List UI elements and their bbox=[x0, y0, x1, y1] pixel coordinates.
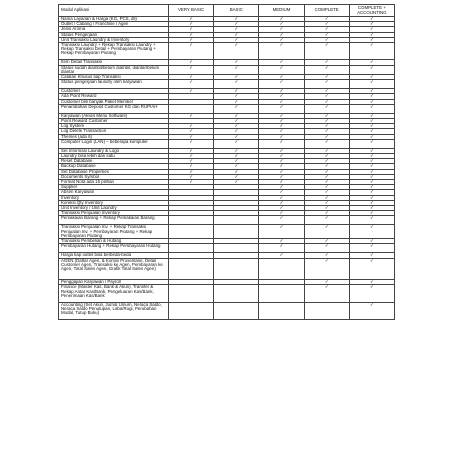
check-cell bbox=[214, 302, 259, 319]
checkmark-icon: ✓ bbox=[189, 153, 193, 159]
check-cell bbox=[169, 285, 214, 302]
checkmark-icon: ✓ bbox=[324, 16, 329, 21]
module-label: Status Pengerjaan bbox=[59, 32, 169, 37]
checkmark-icon: ✓ bbox=[324, 123, 329, 129]
checkmark-icon: ✓ bbox=[189, 88, 193, 94]
checkmark-icon: ✓ bbox=[370, 200, 374, 205]
module-label: Customer beli banyak Paket Member bbox=[59, 99, 169, 104]
checkmark-icon: ✓ bbox=[370, 302, 374, 307]
table-row bbox=[59, 225, 395, 239]
check-cell bbox=[169, 225, 214, 239]
checkmark-icon: ✓ bbox=[370, 153, 374, 159]
check-cell bbox=[259, 80, 304, 89]
checkmark-icon: ✓ bbox=[370, 205, 374, 211]
table-body bbox=[59, 17, 395, 320]
checkmark-icon: ✓ bbox=[234, 174, 239, 179]
checkmark-icon: ✓ bbox=[189, 148, 193, 153]
header-modul-aplikasi: Modul Aplikasi bbox=[59, 5, 169, 17]
check-cell bbox=[304, 216, 349, 225]
checkmark-icon: ✓ bbox=[370, 79, 374, 85]
checkmark-icon: ✓ bbox=[370, 139, 374, 144]
checkmark-icon: ✓ bbox=[189, 26, 193, 32]
checkmark-icon: ✓ bbox=[189, 134, 193, 139]
checkmark-icon: ✓ bbox=[234, 65, 239, 70]
checkmark-icon: ✓ bbox=[324, 174, 329, 179]
check-cell bbox=[169, 258, 214, 280]
module-label: Ada Point Reward bbox=[59, 94, 169, 99]
check-cell bbox=[214, 65, 259, 74]
checkmark-icon: ✓ bbox=[324, 205, 329, 211]
checkmark-icon: ✓ bbox=[324, 169, 329, 174]
checkmark-icon: ✓ bbox=[279, 148, 284, 153]
checkmark-icon: ✓ bbox=[189, 79, 193, 85]
checkmark-icon: ✓ bbox=[370, 189, 374, 195]
checkmark-icon: ✓ bbox=[279, 243, 284, 249]
checkmark-icon: ✓ bbox=[189, 163, 193, 169]
check-cell bbox=[259, 302, 304, 319]
checkmark-icon: ✓ bbox=[279, 153, 284, 159]
check-cell bbox=[259, 139, 304, 148]
checkmark-icon: ✓ bbox=[324, 99, 329, 104]
module-label: Pemakaian Barang + Rekap Pemakaian Barang bbox=[59, 216, 169, 225]
checkmark-icon: ✓ bbox=[279, 59, 284, 65]
checkmark-icon: ✓ bbox=[279, 123, 284, 129]
module-label: Computer Login (LAN) – beberapa komputer bbox=[59, 139, 169, 148]
checkmark-icon: ✓ bbox=[279, 224, 284, 230]
check-cell bbox=[304, 65, 349, 74]
checkmark-icon: ✓ bbox=[279, 139, 284, 144]
checkmark-icon: ✓ bbox=[234, 118, 239, 124]
checkmark-icon: ✓ bbox=[279, 32, 284, 37]
check-cell bbox=[259, 65, 304, 74]
header-basic: BASIC bbox=[214, 5, 259, 17]
checkmark-icon: ✓ bbox=[234, 16, 239, 21]
checkmark-icon: ✓ bbox=[234, 88, 239, 94]
checkmark-icon: ✓ bbox=[324, 93, 329, 99]
module-label: Accounting (Set Akun, Jurnal Umum, Neraca Saldo, Neraca Saldo Penutupan, Laba/Rugi, Perubahan Modal, Tutup Buku) bbox=[59, 302, 169, 319]
check-cell bbox=[169, 43, 214, 60]
module-label: Customer bbox=[59, 89, 169, 94]
module-label: Log System bbox=[59, 124, 169, 129]
checkmark-icon: ✓ bbox=[234, 163, 239, 169]
table-row bbox=[59, 244, 395, 253]
checkmark-icon: ✓ bbox=[370, 32, 374, 37]
checkmark-icon: ✓ bbox=[324, 88, 329, 94]
check-cell bbox=[349, 43, 394, 60]
checkmark-icon: ✓ bbox=[279, 174, 284, 179]
checkmark-icon: ✓ bbox=[279, 99, 284, 104]
check-cell bbox=[349, 139, 394, 148]
checkmark-icon: ✓ bbox=[370, 16, 374, 21]
header-complete: COMPLETE bbox=[304, 5, 349, 17]
checkmark-icon: ✓ bbox=[234, 153, 239, 159]
checkmark-icon: ✓ bbox=[370, 163, 374, 169]
module-label: Set Informasi Laundry & Logo bbox=[59, 148, 169, 153]
module-label: Inventory bbox=[59, 195, 169, 200]
module-label: Nama Layanan & Harga (KG, PCS, dll) bbox=[59, 17, 169, 22]
checkmark-icon: ✓ bbox=[234, 158, 239, 164]
module-label: Catatan Khusus tiap Transaksi bbox=[59, 75, 169, 80]
checkmark-icon: ✓ bbox=[279, 79, 284, 85]
checkmark-icon: ✓ bbox=[324, 258, 329, 263]
checkmark-icon: ✓ bbox=[189, 158, 193, 164]
feature-comparison-table bbox=[58, 4, 395, 320]
checkmark-icon: ✓ bbox=[234, 169, 239, 174]
checkmark-icon: ✓ bbox=[189, 169, 193, 174]
check-cell bbox=[304, 285, 349, 302]
checkmark-icon: ✓ bbox=[234, 148, 239, 153]
module-label: Pembayaran Hutang + Rekap Pembayaran Hutang bbox=[59, 244, 169, 253]
checkmark-icon: ✓ bbox=[279, 74, 284, 80]
check-cell bbox=[214, 80, 259, 89]
check-cell bbox=[259, 225, 304, 239]
checkmark-icon: ✓ bbox=[234, 123, 239, 129]
checkmark-icon: ✓ bbox=[324, 200, 329, 205]
checkmark-icon: ✓ bbox=[234, 128, 239, 134]
check-cell bbox=[214, 258, 259, 280]
check-cell bbox=[304, 302, 349, 319]
checkmark-icon: ✓ bbox=[370, 59, 374, 65]
checkmark-icon: ✓ bbox=[324, 238, 329, 244]
checkmark-icon: ✓ bbox=[370, 113, 374, 118]
check-cell bbox=[169, 216, 214, 225]
checkmark-icon: ✓ bbox=[370, 104, 374, 109]
table-row bbox=[59, 80, 395, 89]
checkmark-icon: ✓ bbox=[279, 238, 284, 244]
checkmark-icon: ✓ bbox=[279, 205, 284, 211]
table-row bbox=[59, 104, 395, 113]
checkmark-icon: ✓ bbox=[234, 26, 239, 32]
checkmark-icon: ✓ bbox=[279, 215, 284, 221]
table-row bbox=[59, 65, 395, 74]
checkmark-icon: ✓ bbox=[234, 179, 239, 185]
checkmark-icon: ✓ bbox=[324, 128, 329, 134]
checkmark-icon: ✓ bbox=[370, 243, 374, 249]
module-label: Log Delete Transaction bbox=[59, 129, 169, 134]
module-label: Harga tiap outlet bisa berbeda-beda bbox=[59, 253, 169, 258]
check-cell bbox=[304, 43, 349, 60]
checkmark-icon: ✓ bbox=[279, 42, 284, 48]
module-label: Absen Karyawan bbox=[59, 190, 169, 195]
checkmark-icon: ✓ bbox=[324, 139, 329, 144]
header-very-basic: VERY BASIC bbox=[169, 5, 214, 17]
check-cell bbox=[304, 225, 349, 239]
checkmark-icon: ✓ bbox=[279, 113, 284, 118]
checkmark-icon: ✓ bbox=[189, 174, 193, 179]
checkmark-icon: ✓ bbox=[324, 42, 329, 48]
module-label: Supplier bbox=[59, 185, 169, 190]
checkmark-icon: ✓ bbox=[324, 26, 329, 32]
checkmark-icon: ✓ bbox=[189, 32, 193, 37]
checkmark-icon: ✓ bbox=[370, 134, 374, 139]
checkmark-icon: ✓ bbox=[234, 32, 239, 37]
check-cell bbox=[304, 80, 349, 89]
check-cell bbox=[259, 43, 304, 60]
module-label: Outlet / Cabang / Franchise / Agen bbox=[59, 22, 169, 27]
check-cell bbox=[259, 244, 304, 253]
checkmark-icon: ✓ bbox=[324, 215, 329, 221]
checkmark-icon: ✓ bbox=[324, 243, 329, 249]
checkmark-icon: ✓ bbox=[234, 99, 239, 104]
checkmark-icon: ✓ bbox=[370, 158, 374, 164]
checkmark-icon: ✓ bbox=[324, 195, 329, 200]
checkmark-icon: ✓ bbox=[279, 179, 284, 185]
table-row bbox=[59, 302, 395, 319]
check-cell bbox=[169, 302, 214, 319]
checkmark-icon: ✓ bbox=[279, 26, 284, 32]
module-label: Point Reward Customer bbox=[59, 119, 169, 124]
checkmark-icon: ✓ bbox=[189, 123, 193, 129]
checkmark-icon: ✓ bbox=[234, 134, 239, 139]
checkmark-icon: ✓ bbox=[234, 21, 239, 27]
checkmark-icon: ✓ bbox=[324, 252, 329, 258]
module-label: AGEN (Daftar Agen, & Komisi Prosentase, Detail Customer Agen, Transaksi ke Agen, Pembayaran ke Agen, Total Sales Agen, Grafik Total Sales Agen) bbox=[59, 258, 169, 280]
checkmark-icon: ✓ bbox=[324, 284, 329, 290]
checkmark-icon: ✓ bbox=[234, 74, 239, 80]
check-cell bbox=[304, 104, 349, 113]
check-cell bbox=[169, 80, 214, 89]
checkmark-icon: ✓ bbox=[324, 32, 329, 37]
module-label: Set Database Properties bbox=[59, 169, 169, 174]
check-cell bbox=[304, 244, 349, 253]
checkmark-icon: ✓ bbox=[279, 128, 284, 134]
module-label: Unit Inventory / Unit Laundry bbox=[59, 206, 169, 211]
module-label: Format Nota ada 15 pilihan bbox=[59, 180, 169, 185]
checkmark-icon: ✓ bbox=[324, 113, 329, 118]
checkmark-icon: ✓ bbox=[234, 79, 239, 85]
check-cell bbox=[169, 65, 214, 74]
module-label: Laundry bisa lebih dari satu bbox=[59, 154, 169, 159]
checkmark-icon: ✓ bbox=[189, 139, 193, 144]
checkmark-icon: ✓ bbox=[279, 195, 284, 200]
checkmark-icon: ✓ bbox=[279, 93, 284, 99]
checkmark-icon: ✓ bbox=[189, 179, 193, 185]
check-cell bbox=[169, 244, 214, 253]
checkmark-icon: ✓ bbox=[279, 158, 284, 164]
checkmark-icon: ✓ bbox=[370, 238, 374, 244]
module-label: Item Detail Transaksi bbox=[59, 60, 169, 65]
check-cell bbox=[169, 139, 214, 148]
checkmark-icon: ✓ bbox=[370, 88, 374, 94]
check-cell bbox=[214, 216, 259, 225]
module-label: Documents Symbol bbox=[59, 174, 169, 179]
checkmark-icon: ✓ bbox=[279, 118, 284, 124]
checkmark-icon: ✓ bbox=[370, 37, 374, 42]
checkmark-icon: ✓ bbox=[189, 128, 193, 134]
checkmark-icon: ✓ bbox=[370, 93, 374, 99]
checkmark-icon: ✓ bbox=[370, 65, 374, 70]
check-cell bbox=[349, 104, 394, 113]
checkmark-icon: ✓ bbox=[370, 123, 374, 129]
checkmark-icon: ✓ bbox=[370, 258, 374, 263]
checkmark-icon: ✓ bbox=[234, 113, 239, 118]
checkmark-icon: ✓ bbox=[279, 184, 284, 190]
module-label: Themes (ada 6) bbox=[59, 134, 169, 139]
check-cell bbox=[349, 302, 394, 319]
table-row bbox=[59, 216, 395, 225]
header-complete-accounting: COMPLETE + ACCOUNTING bbox=[349, 5, 394, 17]
check-cell bbox=[349, 244, 394, 253]
check-cell bbox=[214, 139, 259, 148]
checkmark-icon: ✓ bbox=[189, 42, 193, 48]
check-cell bbox=[259, 104, 304, 113]
checkmark-icon: ✓ bbox=[279, 65, 284, 70]
checkmark-icon: ✓ bbox=[279, 163, 284, 169]
checkmark-icon: ✓ bbox=[370, 179, 374, 185]
module-label: Transaksi Penjualan Inventory bbox=[59, 211, 169, 216]
checkmark-icon: ✓ bbox=[234, 104, 239, 109]
checkmark-icon: ✓ bbox=[279, 134, 284, 139]
check-cell bbox=[349, 258, 394, 280]
table-row bbox=[59, 43, 395, 60]
module-label: Penggajian Karyawan / Payroll bbox=[59, 280, 169, 285]
checkmark-icon: ✓ bbox=[234, 139, 239, 144]
checkmark-icon: ✓ bbox=[324, 104, 329, 109]
check-cell bbox=[214, 225, 259, 239]
checkmark-icon: ✓ bbox=[324, 224, 329, 230]
checkmark-icon: ✓ bbox=[370, 215, 374, 221]
table-row bbox=[59, 139, 395, 148]
check-cell bbox=[259, 216, 304, 225]
module-label: Transaksi Pembelian & Hutang bbox=[59, 239, 169, 244]
module-label: Unit Transaksi Laundry & Inventory bbox=[59, 37, 169, 42]
checkmark-icon: ✓ bbox=[324, 134, 329, 139]
checkmark-icon: ✓ bbox=[189, 16, 193, 21]
module-label: Status sudah diambil/belum diambil, diantar/belum diantar bbox=[59, 65, 169, 74]
checkmark-icon: ✓ bbox=[189, 59, 193, 65]
module-label: Koreksi Qty Inventory bbox=[59, 200, 169, 205]
checkmark-icon: ✓ bbox=[324, 148, 329, 153]
checkmark-icon: ✓ bbox=[324, 79, 329, 85]
module-label: Karyawan (Akses Menu Software) bbox=[59, 113, 169, 118]
checkmark-icon: ✓ bbox=[370, 128, 374, 134]
module-label: Finance (Master Kas, Bank & Akun), Transfer & Rekap Antar Kas/Bank, Pengeluaran Kas/Bank, Penerimaan Kas/Bank bbox=[59, 285, 169, 302]
checkmark-icon: ✓ bbox=[189, 37, 193, 42]
check-cell bbox=[214, 285, 259, 302]
checkmark-icon: ✓ bbox=[324, 65, 329, 70]
checkmark-icon: ✓ bbox=[189, 113, 193, 118]
checkmark-icon: ✓ bbox=[370, 148, 374, 153]
check-cell bbox=[259, 285, 304, 302]
module-label: Penambahan Deposit Customer KG dan RUPIAH bbox=[59, 104, 169, 113]
table-header-row bbox=[59, 5, 395, 17]
header-medium: MEDIUM bbox=[259, 5, 304, 17]
checkmark-icon: ✓ bbox=[370, 195, 374, 200]
check-cell bbox=[304, 139, 349, 148]
checkmark-icon: ✓ bbox=[189, 21, 193, 27]
checkmark-icon: ✓ bbox=[279, 37, 284, 42]
checkmark-icon: ✓ bbox=[324, 210, 329, 216]
checkmark-icon: ✓ bbox=[189, 65, 193, 70]
checkmark-icon: ✓ bbox=[324, 279, 329, 285]
checkmark-icon: ✓ bbox=[370, 284, 374, 290]
checkmark-icon: ✓ bbox=[279, 210, 284, 216]
check-cell bbox=[214, 104, 259, 113]
module-label: Status pengerjaan laundry oleh karyawan bbox=[59, 80, 169, 89]
checkmark-icon: ✓ bbox=[370, 279, 374, 285]
check-cell bbox=[349, 285, 394, 302]
checkmark-icon: ✓ bbox=[189, 74, 193, 80]
checkmark-icon: ✓ bbox=[279, 21, 284, 27]
checkmark-icon: ✓ bbox=[279, 88, 284, 94]
check-cell bbox=[304, 258, 349, 280]
checkmark-icon: ✓ bbox=[234, 93, 239, 99]
checkmark-icon: ✓ bbox=[324, 189, 329, 195]
checkmark-icon: ✓ bbox=[370, 99, 374, 104]
checkmark-icon: ✓ bbox=[279, 16, 284, 21]
checkmark-icon: ✓ bbox=[370, 210, 374, 216]
check-cell bbox=[349, 225, 394, 239]
module-label: Reset Database bbox=[59, 159, 169, 164]
check-cell bbox=[349, 65, 394, 74]
checkmark-icon: ✓ bbox=[370, 224, 374, 230]
module-label: Jenis Aroma bbox=[59, 27, 169, 32]
checkmark-icon: ✓ bbox=[234, 59, 239, 65]
table-row bbox=[59, 258, 395, 280]
checkmark-icon: ✓ bbox=[279, 252, 284, 258]
check-cell bbox=[169, 104, 214, 113]
checkmark-icon: ✓ bbox=[324, 153, 329, 159]
checkmark-icon: ✓ bbox=[370, 184, 374, 190]
table-row bbox=[59, 285, 395, 302]
checkmark-icon: ✓ bbox=[324, 59, 329, 65]
checkmark-icon: ✓ bbox=[370, 169, 374, 174]
check-cell bbox=[214, 43, 259, 60]
checkmark-icon: ✓ bbox=[234, 42, 239, 48]
checkmark-icon: ✓ bbox=[324, 74, 329, 80]
module-label: Transaksi Penjualan Inv. + Rekap Transaksi Penjualan Inv. + Pembayaran Piutang + Rekap Pembayaran Piutang bbox=[59, 225, 169, 239]
module-label: Backup Database bbox=[59, 164, 169, 169]
checkmark-icon: ✓ bbox=[324, 184, 329, 190]
checkmark-icon: ✓ bbox=[370, 42, 374, 48]
checkmark-icon: ✓ bbox=[279, 189, 284, 195]
check-cell bbox=[214, 244, 259, 253]
check-cell bbox=[349, 80, 394, 89]
module-label: Transaksi Laundry + Rekap Transaksi Laundry + Rekap Transaksi Detail + Pembayaran Piutang + Rekap Pembayaran Piutang bbox=[59, 43, 169, 60]
checkmark-icon: ✓ bbox=[370, 21, 374, 27]
checkmark-icon: ✓ bbox=[370, 118, 374, 124]
checkmark-icon: ✓ bbox=[324, 21, 329, 27]
check-cell bbox=[259, 258, 304, 280]
checkmark-icon: ✓ bbox=[370, 252, 374, 258]
checkmark-icon: ✓ bbox=[324, 158, 329, 164]
check-cell bbox=[349, 216, 394, 225]
checkmark-icon: ✓ bbox=[279, 169, 284, 174]
checkmark-icon: ✓ bbox=[370, 26, 374, 32]
checkmark-icon: ✓ bbox=[324, 118, 329, 124]
checkmark-icon: ✓ bbox=[370, 74, 374, 80]
checkmark-icon: ✓ bbox=[324, 163, 329, 169]
checkmark-icon: ✓ bbox=[279, 104, 284, 109]
checkmark-icon: ✓ bbox=[370, 174, 374, 179]
checkmark-icon: ✓ bbox=[234, 37, 239, 42]
checkmark-icon: ✓ bbox=[279, 200, 284, 205]
checkmark-icon: ✓ bbox=[324, 179, 329, 185]
checkmark-icon: ✓ bbox=[324, 37, 329, 42]
